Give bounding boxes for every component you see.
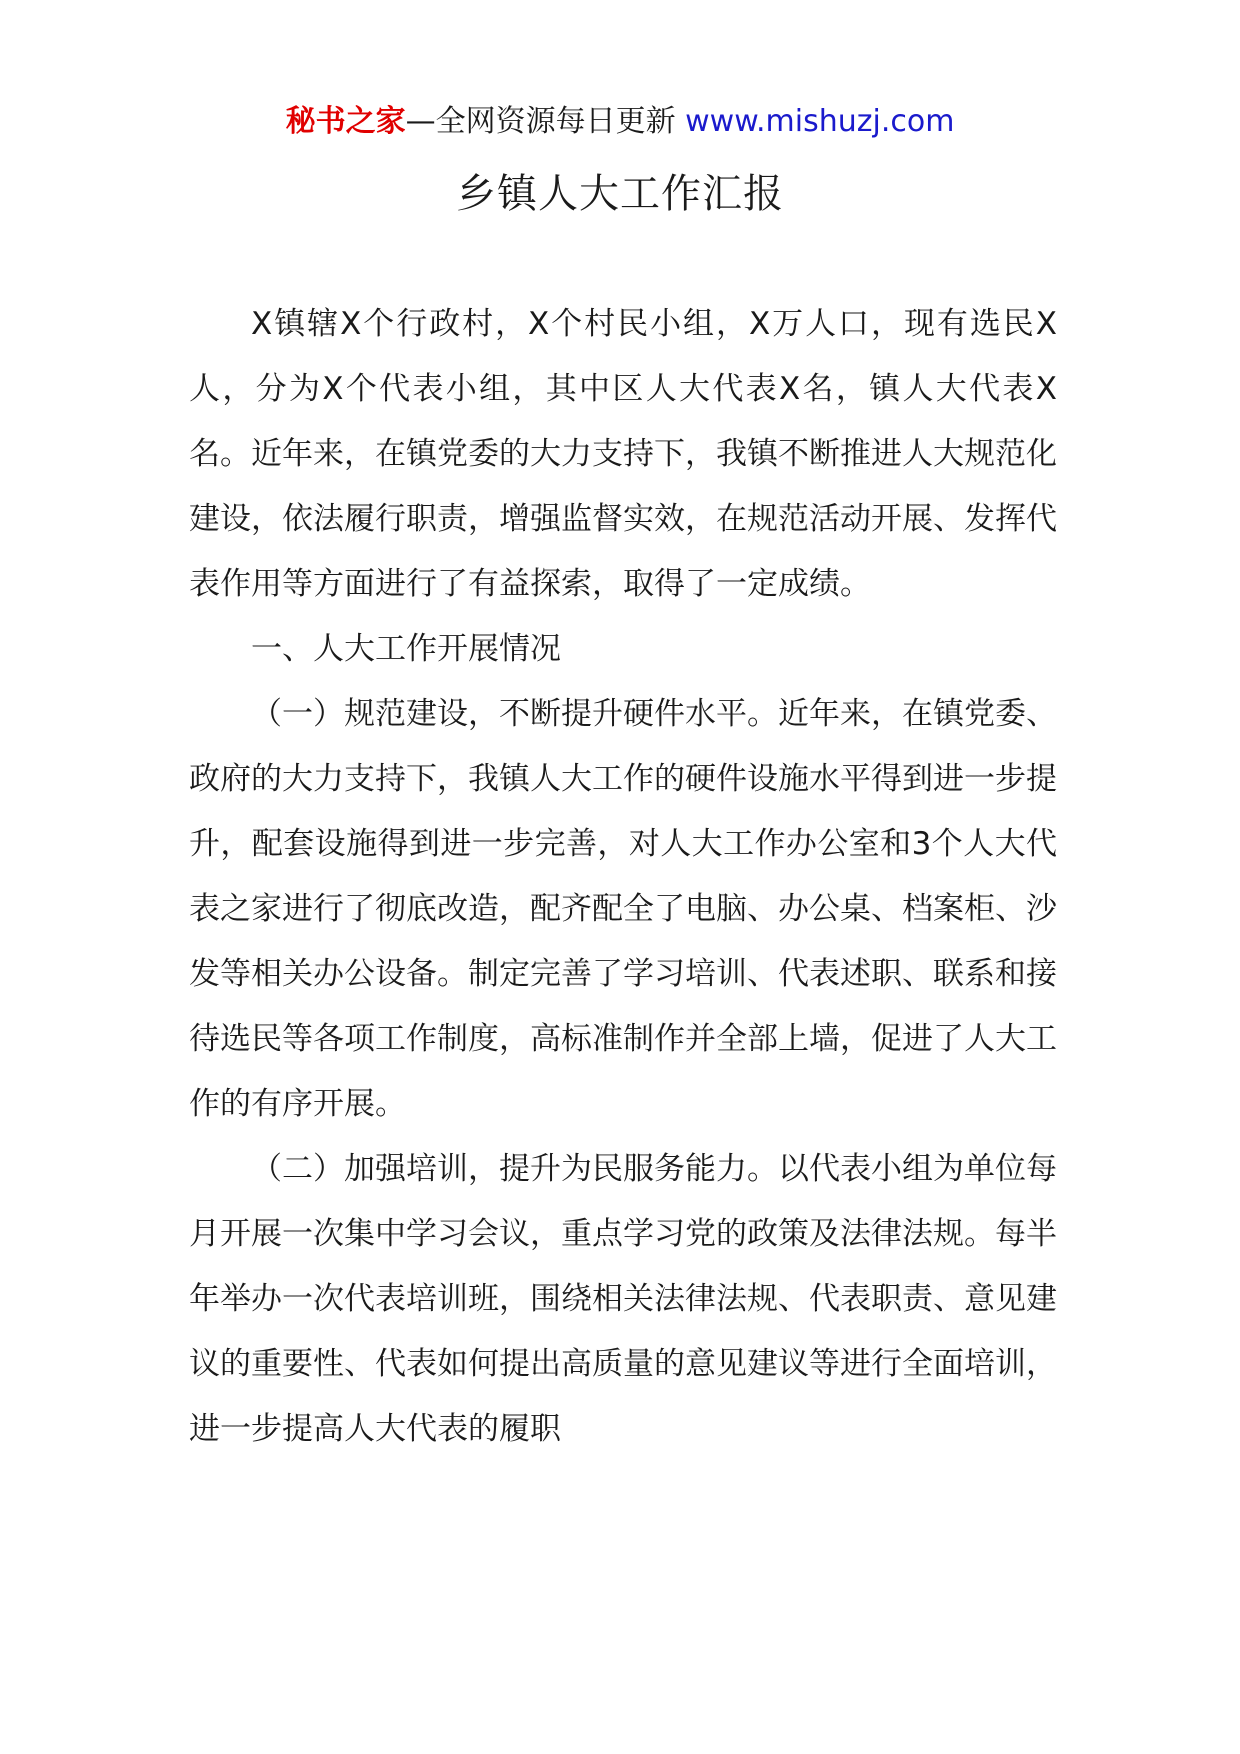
document-body [189,292,1057,1462]
subsection-paragraph-2: （二）加强培训，提升为民服务能力。以代表小组为单位每月开展一次集中学习会议，重点学习党的政策及法律法规。每半年举办一次代表培训班，围绕相关法律法规、代表职责、意见建议的重要性、代表如何提出高质量的意见建议等进行全面培训，进一步提高人大代表的履职 [189,1151,1057,1447]
document-title: 乡镇人大工作汇报 [456,171,784,217]
header-banner [0,100,1240,144]
website-link[interactable]: www.mishuzj.com [685,104,955,139]
intro-paragraph: X镇辖X个行政村，X个村民小组，X万人口，现有选民X人，分为X个代表小组，其中区人大代表X名，镇人大代表X名。近年来，在镇党委的大力支持下，我镇不断推进人大规范化建设，依法履行职责，增强监督实效，在规范活动开展、发挥代表作用等方面进行了有益探索，取得了一定成绩。 [189,306,1057,602]
section-heading: 一、人大工作开展情况 [251,631,561,667]
brand-name: 秘书之家 [285,104,406,139]
banner-slogan: —全网资源每日更新 [405,104,676,139]
subsection-paragraph-1: （一）规范建设，不断提升硬件水平。近年来，在镇党委、政府的大力支持下，我镇人大工作的硬件设施水平得到进一步提升，配套设施得到进一步完善，对人大工作办公室和3个人大代表之家进行了彻底改造，配齐配全了电脑、办公桌、档案柜、沙发等相关办公设备。制定完善了学习培训、代表述职、联系和接待选民等各项工作制度，高标准制作并全部上墙，促进了人大工作的有序开展。 [189,696,1057,1122]
